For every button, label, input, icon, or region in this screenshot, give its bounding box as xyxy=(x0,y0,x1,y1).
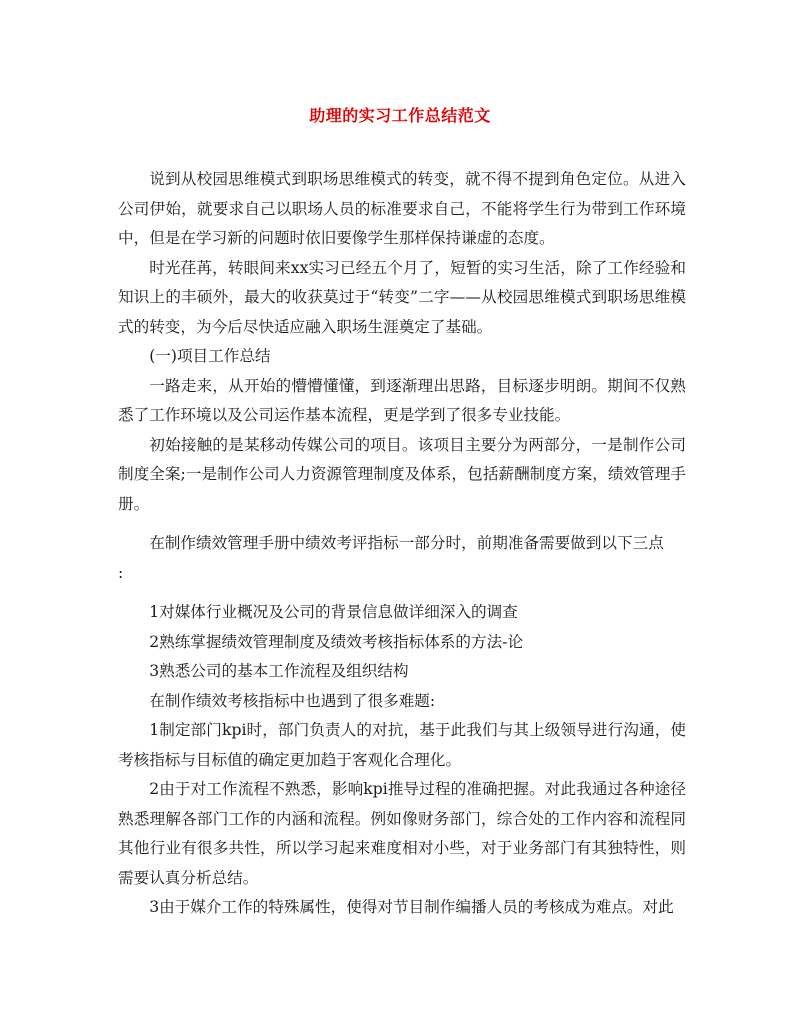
document-title: 助理的实习工作总结范文 xyxy=(309,106,491,125)
list-item-preparation-1: 1对媒体行业概况及公司的背景信息做详细深入的调查 xyxy=(149,603,518,621)
list-item-difficulty-3: 3由于媒介工作的特殊属性，使得对节目制作编播人员的考核成为难点。对此 xyxy=(149,898,674,916)
list-item-difficulty-2: 2由于对工作流程不熟悉，影响kpi推导过程的准确把握。对此我通过各种途径熟悉理解各部门工作的内涵和流程。例如像财务部门，综合处的工作内容和流程同其他行业有很多共性，所以学习起来难度相对小些，对于业务部门有其独特性，则需要认真分析总结。 xyxy=(118,780,686,887)
paragraph-first-project: 初始接触的是某移动传媒公司的项目。该项目主要分为两部分，一是制作公司制度全案;一是制作公司人力资源管理制度及体系，包括薪酬制度方案，绩效管理手册。 xyxy=(118,435,686,513)
document-body xyxy=(118,165,686,923)
list-item-preparation-3: 3熟悉公司的基本工作流程及组织结构 xyxy=(149,662,409,680)
paragraph-internship-time: 时光荏苒，转眼间来xx实习已经五个月了，短暂的实习生活，除了工作经验和知识上的丰硕外，最大的收获莫过于“转变”二字——从校园思维模式到职场思维模式的转变，为今后尽快适应融入职场生涯奠定了基础。 xyxy=(118,258,686,336)
paragraph-preparation-intro: 在制作绩效管理手册中绩效考评指标一部分时，前期准备需要做到以下三点 xyxy=(149,534,664,552)
paragraph-role-positioning: 说到从校园思维模式到职场思维模式的转变，就不得不提到角色定位。从进入公司伊始，就要求自己以职场人员的标准要求自己，不能将学生行为带到工作环境中，但是在学习新的问题时依旧要像学生那样保持谦虚的态度。 xyxy=(118,170,686,247)
section-heading-project-summary: (一)项目工作总结 xyxy=(149,347,271,365)
list-item-preparation-2: 2熟练掌握绩效管理制度及绩效考核指标体系的方法-论 xyxy=(149,632,524,651)
paragraph-difficulties-intro: 在制作绩效考核指标中也遇到了很多难题: xyxy=(149,691,436,710)
list-item-difficulty-1: 1制定部门kpi时，部门负责人的对抗，基于此我们与其上级领导进行沟通，使考核指标与目标值的确定更加趋于客观化合理化。 xyxy=(118,721,686,769)
paragraph-journey: 一路走来，从开始的懵懵懂懂，到逐渐理出思路，目标逐步明朗。期间不仅熟悉了工作环境以及公司运作基本流程，更是学到了很多专业技能。 xyxy=(118,376,686,424)
paragraph-preparation-colon: : xyxy=(118,563,124,582)
